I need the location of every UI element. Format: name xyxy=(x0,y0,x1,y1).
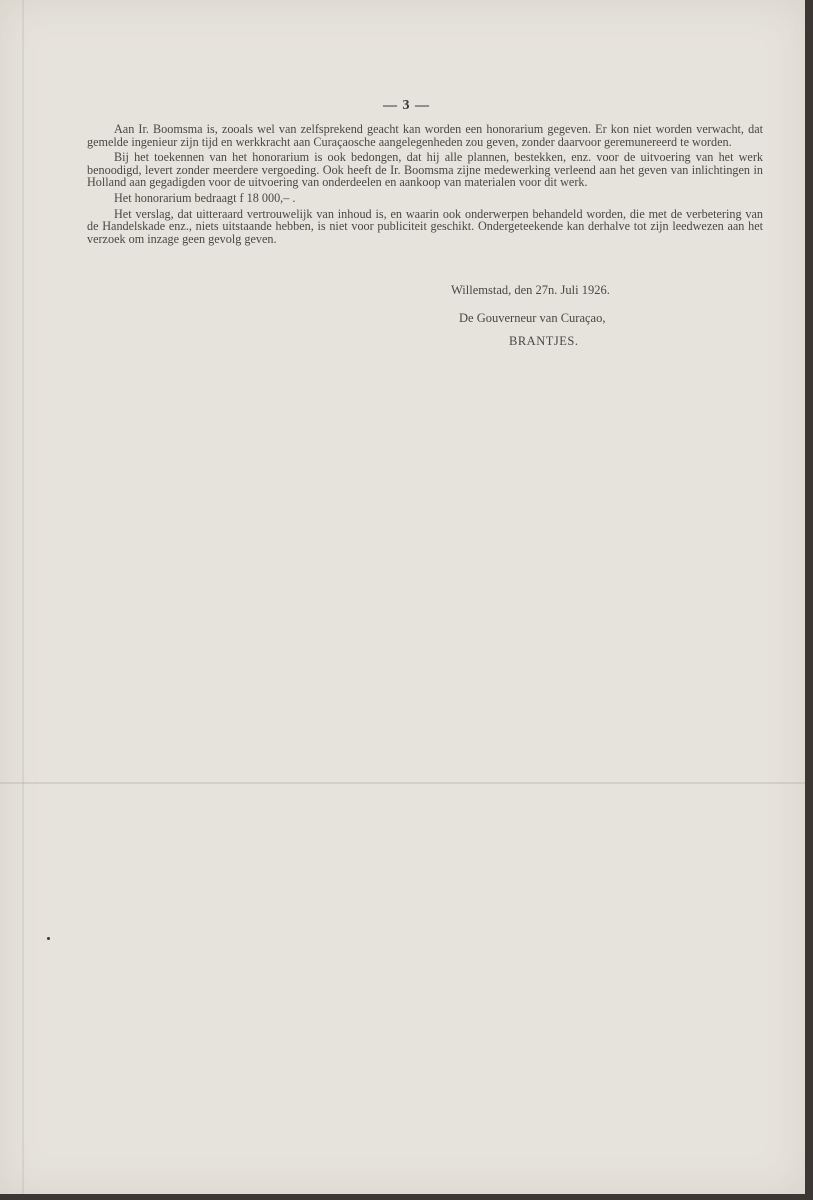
paper-speck xyxy=(47,937,50,940)
paragraph-report-confidential: Het verslag, dat uitteraard vertrouwelijk van inhoud is, en waarin ook onderwerpen behandeld worden, die met de verbetering van de Handelskade enz., niets uitstaande hebben, is niet voor publiciteit geschikt. Ondergeteekende kan derhalve tot zijn leedwezen aan het verzoek om inzage geen gevolg geven. xyxy=(87,206,763,246)
scan-edge-bottom xyxy=(0,1194,813,1200)
page-number: — 3 — xyxy=(383,98,430,113)
place-date: Willemstad, den 27n. Juli 1926. xyxy=(451,283,610,297)
signatory-name: BRANTJES. xyxy=(509,334,579,348)
paragraph-amount: Het honorarium bedraagt f 18 000,– . xyxy=(114,190,296,205)
signatory-title: De Gouverneur van Curaçao, xyxy=(459,311,606,325)
vertical-fold-line xyxy=(22,0,24,1194)
paragraph-honorarium-given: Aan Ir. Boomsma is, zooals wel van zelfsprekend geacht kan worden een honorarium gegeven. Er kon niet worden verwacht, dat gemelde ingenieur zijn tijd en werkkracht aan Curaçaosche aangelegenheden zou geven, zonder daarvoor geremunereerd te worden. xyxy=(87,122,763,149)
horizontal-fold-line xyxy=(0,782,805,784)
body-text xyxy=(87,123,763,248)
paragraph-conditions: Bij het toekennen van het honorarium is ook bedongen, dat hij alle plannen, bestekken, enz. voor de uitvoering van het werk benoodigd, levert zonder meerdere vergoeding. Ook heeft de Ir. Boomsma zijne medewerking verleend aan het geven van inlichtingen in Holland aan gegadigden voor de uitvoering van onderdeelen en aankoop van materialen voor dit werk. xyxy=(87,150,763,190)
scan-edge-right xyxy=(805,0,813,1200)
